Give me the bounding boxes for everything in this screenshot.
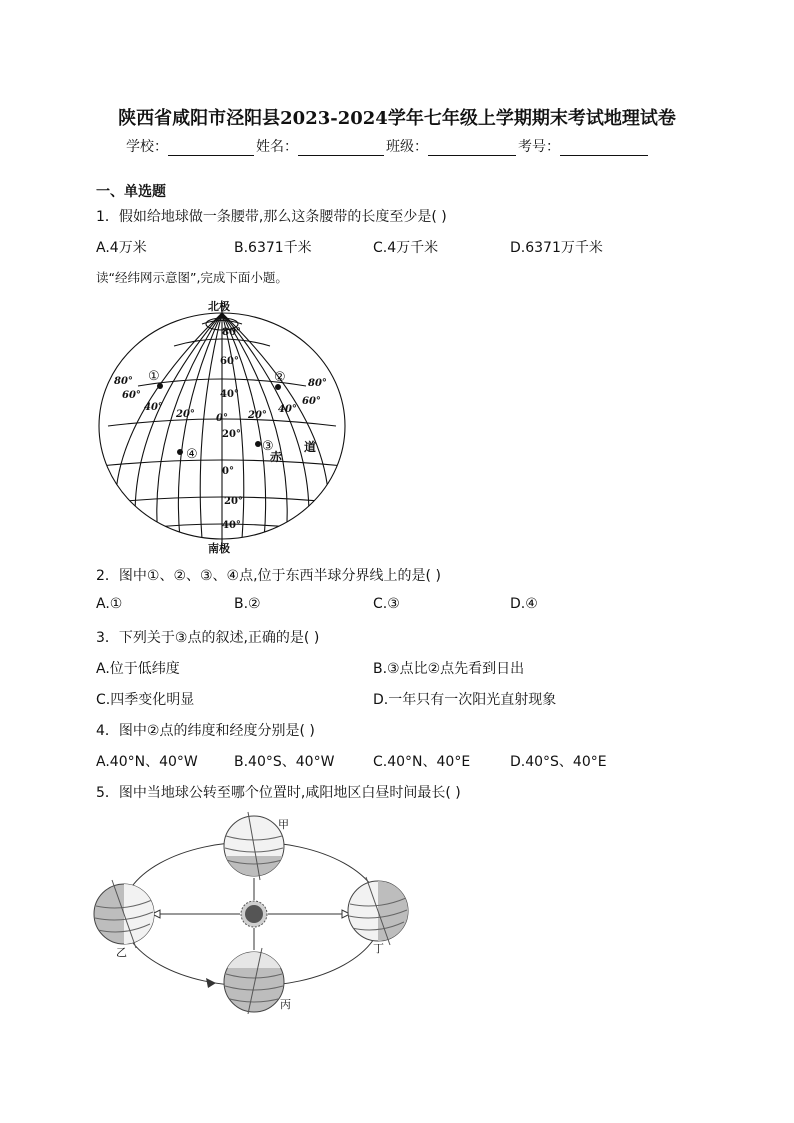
lon-label-east: 20° (248, 410, 267, 421)
lon-label-east: 80° (308, 378, 327, 389)
question-3-option-c[interactable]: C.四季变化明显 (96, 692, 195, 708)
position-label-yi: 乙 (116, 946, 127, 959)
question-4-stem: 4．图中②点的纬度和经度分别是( ) (96, 723, 315, 739)
point-2-label: ② (274, 370, 286, 385)
class-label: 班级： (386, 139, 428, 155)
question-3-stem: 3．下列关于③点的叙述,正确的是( ) (96, 630, 320, 646)
question-2-option-d[interactable]: D.④ (510, 596, 538, 612)
question-1-stem: 1．假如给地球做一条腰带,那么这条腰带的长度至少是( ) (96, 209, 447, 225)
number-label: 考号： (518, 139, 560, 155)
question-4-option-d[interactable]: D.40°S、40°E (510, 754, 607, 770)
student-info-row (126, 136, 648, 156)
position-label-ding: 丁 (373, 942, 384, 955)
number-blank[interactable] (560, 139, 648, 156)
latitude-longitude-globe (94, 294, 364, 556)
lat-label: 0° (222, 466, 234, 477)
reading-instruction: 读“经纬网示意图”,完成下面小题。 (96, 270, 288, 285)
question-2-option-a[interactable]: A.① (96, 596, 123, 612)
point-3-dot (255, 441, 261, 447)
section-heading: 一、单选题 (96, 184, 166, 200)
question-4-option-a[interactable]: A.40°N、40°W (96, 754, 198, 770)
lat-label: 80° (222, 327, 241, 338)
question-3-option-a[interactable]: A.位于低纬度 (96, 661, 180, 677)
lon-label-west: 80° (114, 376, 133, 387)
earth-position-jia (224, 812, 284, 886)
question-3-option-d[interactable]: D.一年只有一次阳光直射现象 (373, 692, 557, 708)
point-1-label: ① (148, 369, 160, 384)
point-4-dot (177, 449, 183, 455)
point-3-label: ③ (262, 439, 274, 454)
point-4-label: ④ (186, 447, 198, 462)
name-blank[interactable] (298, 139, 384, 156)
question-2-stem: 2．图中①、②、③、④点,位于东西半球分界线上的是( ) (96, 568, 441, 584)
question-1-option-b[interactable]: B.6371千米 (234, 240, 312, 256)
question-3-option-b[interactable]: B.③点比②点先看到日出 (373, 661, 525, 677)
question-2-option-b[interactable]: B.② (234, 596, 261, 612)
equator-char-1: 赤 (270, 450, 283, 464)
name-label: 姓名： (256, 139, 298, 155)
school-blank[interactable] (168, 139, 254, 156)
lat-label: 40° (222, 520, 241, 531)
question-4-option-c[interactable]: C.40°N、40°E (373, 754, 471, 770)
lon-label-west: 40° (144, 402, 163, 413)
lat-label: 40° (220, 389, 239, 400)
earth-position-yi (94, 880, 154, 948)
lat-label: 60° (220, 356, 239, 367)
page-title: 陕西省咸阳市泾阳县2023-2024学年七年级上学期期末考试地理试卷 (118, 108, 676, 129)
question-5-stem: 5．图中当地球公转至哪个位置时,咸阳地区白昼时间最长( ) (96, 785, 461, 801)
lon-label-west: 60° (122, 390, 141, 401)
position-label-jia: 甲 (278, 818, 289, 831)
lat-label: 20° (222, 429, 241, 440)
question-1-option-a[interactable]: A.4万米 (96, 240, 147, 256)
school-label: 学校： (126, 139, 168, 155)
lat-label: 20° (224, 496, 243, 507)
lon-label-west: 20° (176, 409, 195, 420)
lon-label-east: 40° (278, 404, 297, 415)
earth-position-bing (224, 948, 284, 1014)
question-2-option-c[interactable]: C.③ (373, 596, 400, 612)
sun-icon (241, 901, 267, 927)
south-pole-label: 南极 (208, 542, 230, 555)
lon-label-center: 0° (216, 413, 228, 424)
position-label-bing: 丙 (280, 998, 291, 1011)
earth-orbit-diagram (92, 808, 416, 1014)
earth-position-ding (348, 877, 408, 945)
class-blank[interactable] (428, 139, 516, 156)
north-pole-label: 北极 (208, 300, 230, 313)
question-4-option-b[interactable]: B.40°S、40°W (234, 754, 335, 770)
equator-char-2: 道 (304, 440, 317, 454)
question-1-option-d[interactable]: D.6371万千米 (510, 240, 603, 256)
question-1-option-c[interactable]: C.4万千米 (373, 240, 439, 256)
lon-label-east: 60° (302, 396, 321, 407)
